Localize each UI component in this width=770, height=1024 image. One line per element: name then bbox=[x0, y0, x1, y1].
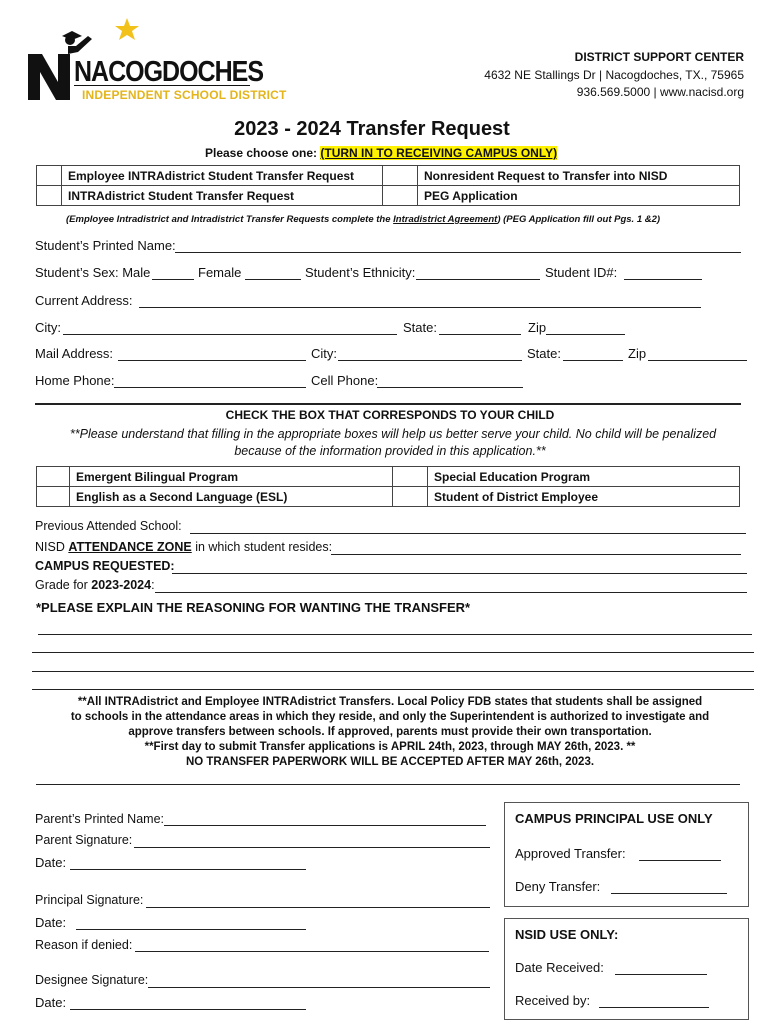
label-student-printed-name: Student’s Printed Name: bbox=[35, 238, 176, 253]
option-district-employee: Student of District Employee bbox=[428, 487, 740, 507]
label-student-sex-male: Student’s Sex: Male bbox=[35, 265, 151, 280]
policy-line-3: approve transfers between schools. If approved, parents must provide their own transportation. bbox=[128, 726, 652, 738]
policy-line-5: NO TRANSFER PAPERWORK WILL BE ACCEPTED AFTER MAY 26th, 2023. bbox=[185, 756, 595, 768]
policy-line-4: **First day to submit Transfer applications is APRIL 24th, 2023, through MAY 26th, 2023. ** bbox=[144, 741, 636, 753]
field-student-id[interactable] bbox=[624, 279, 702, 280]
option-nonresident: Nonresident Request to Transfer into NISD bbox=[418, 166, 740, 186]
field-explain-line-1[interactable] bbox=[38, 634, 752, 635]
dept-name: DISTRICT SUPPORT CENTER bbox=[574, 50, 744, 64]
choose-highlight: (TURN IN TO RECEIVING CAMPUS ONLY) bbox=[320, 146, 558, 160]
label-designee-signature: Designee Signature: bbox=[35, 973, 149, 987]
label-principal-signature: Principal Signature: bbox=[35, 893, 144, 907]
field-explain-line-4[interactable] bbox=[32, 689, 754, 690]
principal-box-title: CAMPUS PRINCIPAL USE ONLY bbox=[515, 811, 713, 826]
check-note-line1: **Please understand that filling in the appropriate boxes will help us better serve your child. No child will be penalized bbox=[69, 427, 717, 441]
choose-instruction bbox=[205, 146, 557, 160]
note-post: ) (PEG Application fill out Pgs. 1 &2) bbox=[497, 214, 661, 225]
field-date-2[interactable] bbox=[76, 929, 306, 930]
field-previous-school[interactable] bbox=[190, 533, 746, 534]
field-deny-transfer[interactable] bbox=[611, 893, 727, 894]
field-mail-zip[interactable] bbox=[648, 360, 747, 361]
field-grade[interactable] bbox=[155, 592, 747, 593]
label-cell-phone: Cell Phone: bbox=[311, 373, 379, 388]
request-note bbox=[66, 214, 660, 225]
option-employee-intradistrict: Employee INTRAdistrict Student Transfer Request bbox=[62, 166, 383, 186]
label-student-id: Student ID#: bbox=[545, 265, 618, 280]
policy-notice bbox=[0, 695, 770, 770]
checkbox-emergent-bilingual[interactable] bbox=[37, 467, 70, 487]
label-mail-zip: Zip bbox=[628, 346, 647, 361]
label-campus-requested: CAMPUS REQUESTED: bbox=[35, 559, 175, 573]
field-ethnicity[interactable] bbox=[416, 279, 540, 280]
nisd-box-title: NSID USE ONLY: bbox=[515, 927, 619, 942]
field-male[interactable] bbox=[152, 279, 194, 280]
field-mail-city[interactable] bbox=[338, 360, 522, 361]
label-grade bbox=[35, 578, 155, 592]
label-ethnicity: Student’s Ethnicity: bbox=[305, 265, 416, 280]
option-special-education: Special Education Program bbox=[428, 467, 740, 487]
field-mail-state[interactable] bbox=[563, 360, 623, 361]
label-state: State: bbox=[403, 320, 437, 335]
label-date-2: Date: bbox=[35, 915, 67, 930]
request-type-table bbox=[36, 165, 740, 206]
logo-name: NACOGDOCHES bbox=[74, 55, 264, 89]
label-city: City: bbox=[35, 320, 61, 335]
option-emergent-bilingual: Emergent Bilingual Program bbox=[70, 467, 393, 487]
nisd-use-box bbox=[504, 918, 749, 1020]
label-mail-state: State: bbox=[527, 346, 561, 361]
field-female[interactable] bbox=[245, 279, 301, 280]
field-parent-signature[interactable] bbox=[134, 847, 490, 848]
note-pre: (Employee Intradistrict and Intradistrict Transfer Requests complete the bbox=[66, 214, 394, 225]
label-parent-printed-name: Parent’s Printed Name: bbox=[35, 812, 164, 826]
checkbox-employee-intradistrict[interactable] bbox=[37, 166, 62, 186]
field-explain-line-3[interactable] bbox=[32, 671, 754, 672]
label-female: Female bbox=[198, 265, 242, 280]
check-heading: CHECK THE BOX THAT CORRESPONDS TO YOUR CHILD bbox=[225, 408, 555, 422]
grade-bold: 2023-2024 bbox=[91, 578, 152, 592]
dept-address: 4632 NE Stallings Dr | Nacogdoches, TX., 75965 bbox=[484, 68, 744, 82]
intradistrict-agreement-link[interactable]: Intradistrict Agreement bbox=[393, 214, 498, 225]
field-reason-denied[interactable] bbox=[135, 951, 489, 952]
field-campus-requested[interactable] bbox=[172, 573, 747, 574]
label-attendance-zone bbox=[35, 540, 332, 554]
field-approved-transfer[interactable] bbox=[639, 860, 721, 861]
field-student-printed-name[interactable] bbox=[175, 252, 741, 253]
label-home-phone: Home Phone: bbox=[35, 373, 115, 388]
option-intradistrict: INTRAdistrict Student Transfer Request bbox=[62, 186, 383, 206]
label-parent-signature: Parent Signature: bbox=[35, 833, 133, 847]
field-current-address[interactable] bbox=[139, 307, 701, 308]
field-mail-address[interactable] bbox=[118, 360, 306, 361]
page-title: 2023 - 2024 Transfer Request bbox=[234, 118, 510, 140]
option-peg: PEG Application bbox=[418, 186, 740, 206]
label-zip: Zip bbox=[528, 320, 547, 335]
label-reason-denied: Reason if denied: bbox=[35, 938, 133, 952]
zone-bold: ATTENDANCE ZONE bbox=[68, 540, 192, 554]
field-received-by[interactable] bbox=[599, 1007, 709, 1008]
check-note-line2: because of the information provided in this application.** bbox=[234, 444, 546, 458]
label-mail-address: Mail Address: bbox=[35, 346, 114, 361]
label-deny-transfer: Deny Transfer: bbox=[515, 879, 601, 894]
explain-heading: *PLEASE EXPLAIN THE REASONING FOR WANTING THE TRANSFER* bbox=[36, 600, 471, 615]
checkbox-peg[interactable] bbox=[383, 186, 418, 206]
grade-pre: Grade for bbox=[35, 578, 92, 592]
field-explain-line-2[interactable] bbox=[32, 652, 754, 653]
label-received-by: Received by: bbox=[515, 993, 591, 1008]
label-mail-city: City: bbox=[311, 346, 337, 361]
label-date-received: Date Received: bbox=[515, 960, 604, 975]
policy-line-1: **All INTRAdistrict and Employee INTRAdistrict Transfers. Local Policy FDB states that students shall be assigned bbox=[77, 696, 703, 708]
field-principal-signature[interactable] bbox=[146, 907, 490, 908]
zone-post: in which student resides: bbox=[191, 540, 333, 554]
field-home-phone[interactable] bbox=[114, 387, 306, 388]
logo-subtitle: INDEPENDENT SCHOOL DISTRICT bbox=[82, 88, 287, 102]
checkbox-intradistrict[interactable] bbox=[37, 186, 62, 206]
dept-contact: 936.569.5000 | www.nacisd.org bbox=[576, 85, 744, 99]
field-parent-printed-name[interactable] bbox=[164, 825, 486, 826]
label-date-3: Date: bbox=[35, 995, 67, 1010]
program-table bbox=[36, 466, 740, 507]
campus-principal-box bbox=[504, 802, 749, 907]
field-city[interactable] bbox=[63, 334, 397, 335]
choose-label: Please choose one: bbox=[205, 146, 318, 160]
checkbox-nonresident[interactable] bbox=[383, 166, 418, 186]
label-previous-school: Previous Attended School: bbox=[35, 519, 182, 533]
field-attendance-zone[interactable] bbox=[331, 554, 741, 555]
policy-divider bbox=[36, 784, 740, 785]
label-date-1: Date: bbox=[35, 855, 67, 870]
logo-underline bbox=[74, 85, 250, 86]
checkbox-district-employee[interactable] bbox=[393, 487, 428, 507]
grade-post: : bbox=[151, 578, 155, 592]
field-state[interactable] bbox=[439, 334, 521, 335]
field-zip[interactable] bbox=[546, 334, 625, 335]
checkbox-esl[interactable] bbox=[37, 487, 70, 507]
field-date-received[interactable] bbox=[615, 974, 707, 975]
option-esl: English as a Second Language (ESL) bbox=[70, 487, 393, 507]
field-date-3[interactable] bbox=[70, 1009, 306, 1010]
field-designee-signature[interactable] bbox=[148, 987, 490, 988]
policy-line-2: to schools in the attendance areas in which they reside, and only the Superintendent is authorized to investigate and bbox=[70, 711, 710, 723]
label-current-address: Current Address: bbox=[35, 293, 133, 308]
label-approved-transfer: Approved Transfer: bbox=[515, 846, 626, 861]
checkbox-special-education[interactable] bbox=[393, 467, 428, 487]
zone-pre: NISD bbox=[35, 540, 69, 554]
field-cell-phone[interactable] bbox=[377, 387, 523, 388]
section-divider bbox=[35, 403, 741, 405]
field-date-1[interactable] bbox=[70, 869, 306, 870]
